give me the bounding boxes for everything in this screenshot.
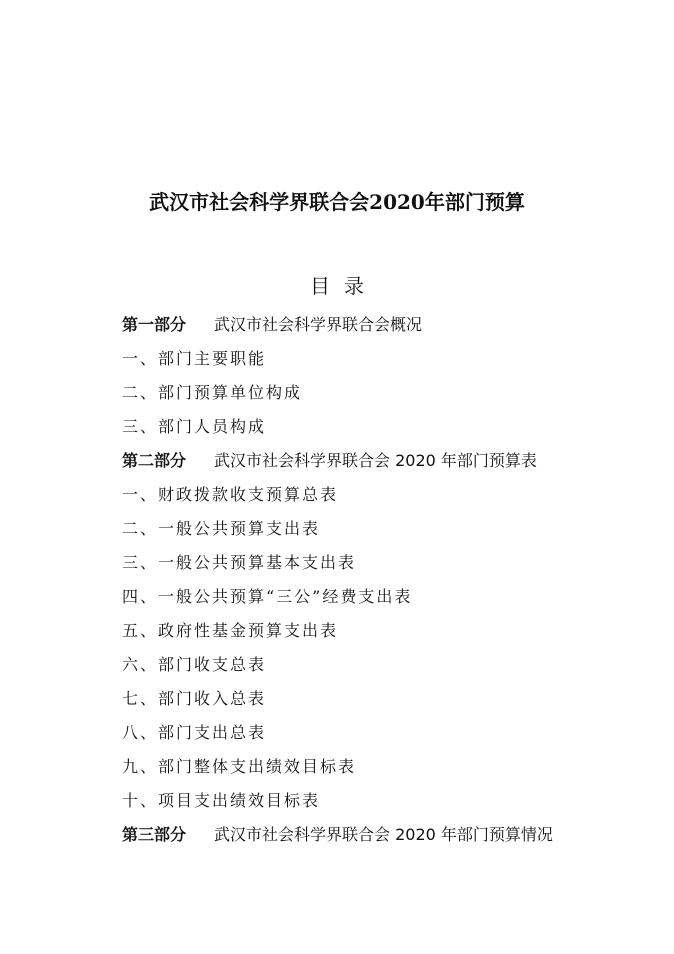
- toc-part-name: 武汉市社会科学界联合会 2020 年部门预算情况: [214, 825, 553, 844]
- toc-item: 一、部门主要职能: [122, 349, 267, 368]
- toc-item: 二、部门预算单位构成: [122, 383, 303, 402]
- toc-item: 一、财政拨款收支预算总表: [122, 485, 339, 504]
- toc-item: 九、部门整体支出绩效目标表: [122, 757, 357, 776]
- toc-heading: 目录: [310, 274, 378, 298]
- toc-item: 七、部门收入总表: [122, 689, 267, 708]
- toc-item: 二、一般公共预算支出表: [122, 519, 321, 538]
- toc-part-2: [122, 444, 642, 478]
- toc-item: 三、一般公共预算基本支出表: [122, 553, 357, 572]
- toc-part-name: 武汉市社会科学界联合会 2020 年部门预算表: [214, 451, 537, 470]
- toc-item: 六、部门收支总表: [122, 655, 267, 674]
- toc-item: 五、政府性基金预算支出表: [122, 621, 339, 640]
- table-of-contents: [122, 308, 642, 852]
- toc-item: 三、部门人员构成: [122, 417, 267, 436]
- toc-part-name: 武汉市社会科学界联合会概况: [214, 315, 423, 334]
- toc-item: 十、项目支出绩效目标表: [122, 791, 321, 810]
- toc-item: 四、一般公共预算“三公”经费支出表: [122, 587, 413, 606]
- toc-item: 八、部门支出总表: [122, 723, 267, 742]
- toc-part-3: [122, 818, 642, 852]
- toc-part-label: 第三部分: [122, 825, 187, 844]
- toc-part-1: [122, 308, 642, 342]
- toc-part-label: 第二部分: [122, 451, 187, 470]
- document-title: 武汉市社会科学界联合会2020年部门预算: [149, 190, 525, 214]
- toc-part-label: 第一部分: [122, 315, 187, 334]
